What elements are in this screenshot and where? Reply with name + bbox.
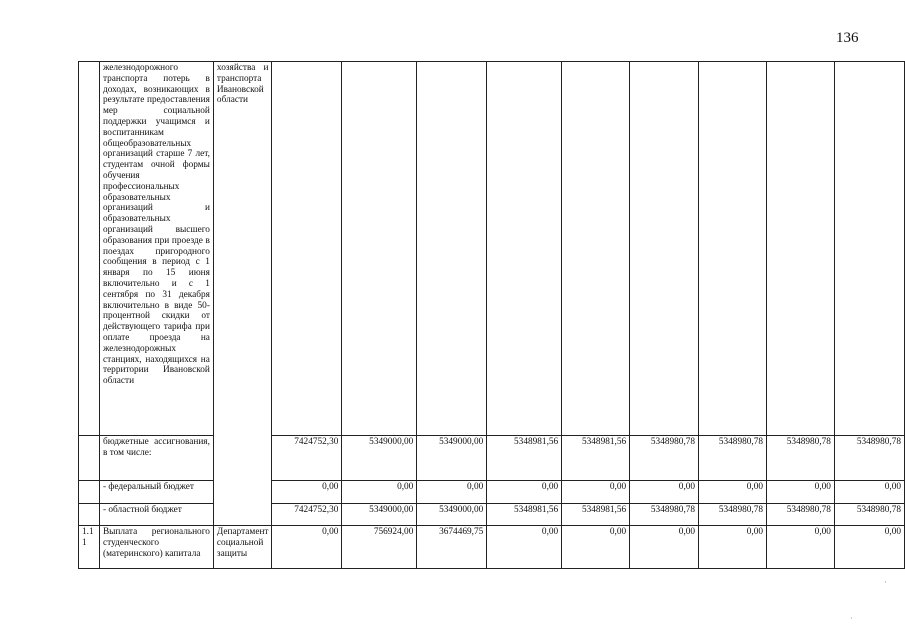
value-cell: 0,00 [487,526,562,569]
value-cell: 5348980,78 [767,504,835,526]
value-cell [767,62,835,436]
value-cell: 756924,00 [342,526,417,569]
value-cell [834,62,904,436]
value-cell: 5349000,00 [342,504,417,526]
value-cell: 0,00 [342,481,417,504]
value-cell: 5349000,00 [417,504,487,526]
value-cell: 0,00 [834,481,904,504]
value-cell: 0,00 [272,526,342,569]
organization-cell: Департамент социальной защиты [213,526,272,569]
row-id-cell [79,436,100,481]
value-cell: 0,00 [562,481,630,504]
value-cell: 0,00 [487,481,562,504]
value-cell [562,62,630,436]
value-cell: 0,00 [834,526,904,569]
row-id-cell: 1.1 1 [79,526,100,569]
table-row [79,436,905,481]
value-cell: 7424752,30 [272,504,342,526]
value-cell: 5348980,78 [630,436,699,481]
budget-table [78,61,905,569]
description-cell: - федеральный бюджет [99,481,213,504]
organization-cell [213,62,272,526]
value-cell: 3674469,75 [417,526,487,569]
value-cell: 5349000,00 [417,436,487,481]
value-cell: 0,00 [630,481,699,504]
description-cell: - областной бюджет [99,504,213,526]
organization-text: хозяйства и транспорта Ивановской области [216,63,269,106]
value-cell: 0,00 [767,481,835,504]
value-cell [342,62,417,436]
value-cell: 5348981,56 [562,504,630,526]
description-cell [99,62,213,436]
value-cell: 0,00 [272,481,342,504]
description-text: железнодорожного транспорта потерь в доходах, возникающих в результате предоставления мер социальной поддержки учащимся и воспитанникам общеобразовательных организаций старше 7 лет, студентам очной формы обучения профессиональных образовательных организаций и образовательных организаций высшего образования при проезде в поездах пригородного сообщения в период с 1 января по 15 июня включительно и с 1 сентября по 31 декабря включительно в виде 50-процентной скидки от действующего тарифа при оплате проезда на железнодорожных станциях, находящихся на территории Ивановской области [102,63,210,387]
value-cell: 0,00 [767,526,835,569]
value-cell: 7424752,30 [272,436,342,481]
description-cell: бюджетные ассигнования, в том числе: [99,436,213,481]
value-cell: 5348980,78 [630,504,699,526]
description-cell: Выплата регионального студенческого (материнского) капитала [99,526,213,569]
value-cell: 0,00 [630,526,699,569]
table-row [79,481,905,504]
value-cell [630,62,699,436]
value-cell: 5348981,56 [487,436,562,481]
page-number: 136 [836,30,859,46]
value-cell: 5348980,78 [699,504,767,526]
value-cell: 5348981,56 [562,436,630,481]
scan-speck: · [850,614,853,623]
value-cell: 5348980,78 [699,436,767,481]
value-cell: 5348980,78 [834,436,904,481]
value-cell: 5348980,78 [834,504,904,526]
table-row [79,526,905,569]
row-id-cell [79,481,100,504]
scan-speck: · [884,578,887,587]
row-id-cell [79,62,100,436]
row-id-cell [79,504,100,526]
value-cell [699,62,767,436]
value-cell [272,62,342,436]
value-cell: 0,00 [417,481,487,504]
value-cell [487,62,562,436]
value-cell: 0,00 [699,481,767,504]
value-cell [417,62,487,436]
value-cell: 0,00 [562,526,630,569]
value-cell: 5349000,00 [342,436,417,481]
table-row [79,62,905,436]
value-cell: 0,00 [699,526,767,569]
value-cell: 5348981,56 [487,504,562,526]
table-row [79,504,905,526]
value-cell: 5348980,78 [767,436,835,481]
